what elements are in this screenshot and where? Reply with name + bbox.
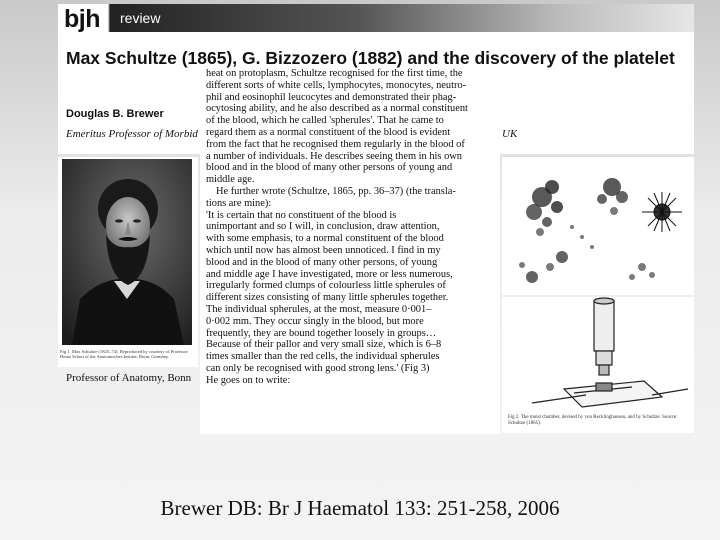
article-line: He goes on to write: bbox=[206, 374, 291, 386]
quote-line: blood and in the blood of many other persons, of young bbox=[206, 256, 438, 268]
article-line: of the blood, which he called 'spherules'. That he came to bbox=[206, 115, 444, 127]
quote-line: can only be recognised with good strong lens.' (Fig 3) bbox=[206, 362, 430, 374]
quote-line: different sizes consisting of many little spherules together. bbox=[206, 292, 449, 304]
citation: Brewer DB: Br J Haematol 133: 251-258, 2006 bbox=[160, 496, 560, 520]
section-label: review bbox=[120, 10, 161, 26]
article-line: phil and eosinophil leucocytes and demonstrated their phag- bbox=[206, 91, 457, 103]
quote-line: 0·002 mm. They occur singly in the blood, but more bbox=[206, 315, 424, 327]
quote-line: and middle age I have investigated, more or less numerous, bbox=[206, 268, 453, 280]
article-line: tions are mine): bbox=[206, 197, 272, 209]
quote-line: irregularly formed clumps of colourless little spherules of bbox=[206, 280, 446, 292]
article-line: different sorts of white cells, lymphocytes, monocytes, neutro- bbox=[206, 79, 467, 91]
portrait-label: Professor of Anatomy, Bonn bbox=[66, 372, 192, 384]
quote-line: The individual spherules, at the most, measure 0·001– bbox=[206, 303, 432, 315]
quote-line: unimportant and so I will, in conclusion, draw attention, bbox=[206, 221, 440, 233]
article-line: regard them as a normal constituent of the blood is evident bbox=[206, 126, 451, 138]
figure-2-caption: Fig 2. The moist chamber, devised by von Recklinghausen, and by Schultze. Source: Schultze (1865). bbox=[508, 415, 678, 426]
article-title: Max Schultze (1865), G. Bizzozero (1882) and the discovery of the platelet bbox=[66, 48, 675, 68]
spherules-drawing bbox=[502, 157, 694, 295]
figure-1-caption: Fig 1. Max Schultze (1825–74). Reproduced by courtesy of Professor Heinz Schott of the Anatomisches Institut, Bonn, Germany. bbox=[60, 349, 188, 360]
article-body bbox=[200, 68, 500, 434]
author-affiliation: Emeritus Professor of Morbid bbox=[66, 128, 198, 140]
article-line: a number of individuals. He describes seeing them in his own bbox=[206, 150, 462, 162]
quote-line: Because of their pallor and very small size, which is 6–8 bbox=[206, 339, 442, 351]
article-line: He further wrote (Schultze, 1865, pp. 36–37) (the transla- bbox=[216, 185, 456, 197]
quote-line: which until now has almost been unnoticed. I find in my bbox=[206, 244, 441, 256]
author-name: Douglas B. Brewer bbox=[66, 108, 164, 120]
quote-line: times smaller than the red cells, the individual spherules bbox=[206, 351, 440, 363]
quote-line: with some emphasis, to a normal constituent of the blood bbox=[206, 233, 444, 245]
figure-2-moist-chamber bbox=[502, 297, 694, 433]
portrait-drawing bbox=[62, 159, 192, 345]
figure-1-card bbox=[58, 157, 198, 367]
moist-chamber-drawing bbox=[502, 297, 694, 411]
figure-3-spherules bbox=[502, 157, 694, 295]
article-line: heat on protoplasm, Schultze recognised for the first time, the bbox=[206, 68, 463, 79]
article-line: blood and in the blood of many other persons of young and bbox=[206, 162, 453, 174]
affiliation-country: UK bbox=[502, 128, 518, 140]
journal-logo: bjh bbox=[64, 5, 100, 33]
article-line: middle age. bbox=[206, 174, 255, 186]
portrait-image bbox=[62, 159, 192, 345]
article-line: ocytosing ability, and he also described as a normal constituent bbox=[206, 103, 468, 115]
quote-line: 'It is certain that no constituent of the blood is bbox=[206, 209, 397, 221]
quote-line: frequently, they are bound together loosely in groups… bbox=[206, 327, 437, 339]
article-line: from the fact that he recognised them regularly in the blood of bbox=[206, 138, 465, 150]
